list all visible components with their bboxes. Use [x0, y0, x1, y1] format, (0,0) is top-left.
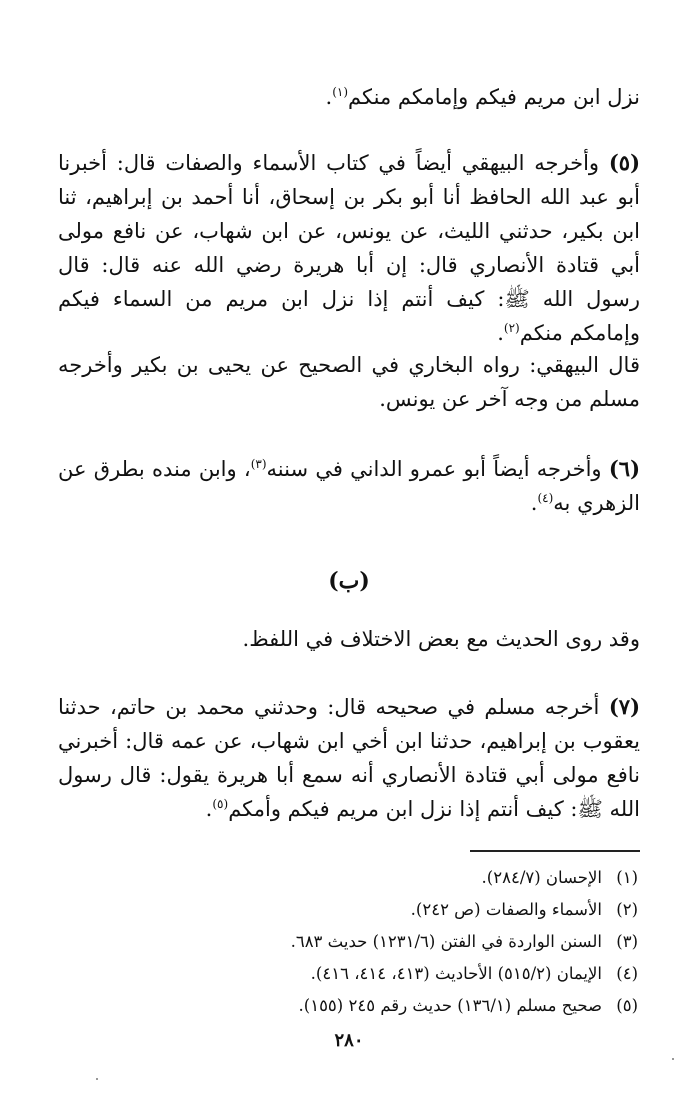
footnote-number: (٣) [616, 932, 638, 951]
paragraph-text: وأخرجه البيهقي أيضاً في كتاب الأسماء والصفات قال: أخبرنا أبو عبد الله الحافظ أنا أبو بكر بن إسحاق، أنا أحمد بن إبراهيم، ثنا ابن بكير، حدثني الليث، عن يونس، عن ابن شهاب، عن نافع مولى أبي قتادة الأنصاري قال: إن أبا هريرة رضي الله عنه قال: قال رسول الله ﷺ: كيف أنتم إذا نزل ابن مريم من السماء فيكم وإمامكم منكم [58, 151, 640, 345]
footnote-ref: (٤) [537, 491, 554, 505]
footnote-number: (٢) [616, 900, 638, 919]
footnote-text: السنن الواردة في الفتن (١٢٣١/٦) حديث ٦٨٣. [290, 932, 602, 951]
paragraph-text: نزل ابن مريم فيكم وإمامكم منكم [348, 85, 640, 109]
paragraph-bayhaqi-comment [58, 348, 640, 416]
sentence-end: . [205, 797, 213, 821]
footnote-text: صحيح مسلم (١٣٦/١) حديث رقم ٢٤٥ (١٥٥). [298, 996, 602, 1015]
paragraph-text: أخرجه مسلم في صحيحه قال: وحدثني محمد بن حاتم، حدثنا يعقوب بن إبراهيم، حدثنا ابن أخي ابن شهاب، عن عمه قال: أخبرني نافع مولى أبي قتادة الأنصاري أنه سمع أبا هريرة يقول: قال رسول الله ﷺ: كيف أنتم إذا نزل ابن مريم فيكم وأمكم [58, 695, 640, 821]
paragraph-text: وأخرجه أيضاً أبو عمرو الداني في سننه [266, 457, 602, 481]
paragraph-continuation [58, 80, 640, 114]
scan-speck [672, 1058, 674, 1060]
paragraph-text: قال البيهقي: رواه البخاري في الصحيح عن يحيى بن بكير وأخرجه مسلم من وجه آخر عن يونس. [58, 353, 640, 411]
footnote-ref: (٢) [503, 321, 520, 335]
footnote-item [78, 894, 638, 926]
footnote-text: الأسماء والصفات (ص ٢٤٢). [410, 900, 602, 919]
paragraph-number: (٦) [608, 456, 640, 481]
footnote-item [78, 958, 638, 990]
footnote-number: (٥) [616, 996, 638, 1015]
footnote-number: (١) [616, 868, 638, 887]
scan-speck [96, 1078, 98, 1080]
paragraph-5 [58, 146, 640, 350]
section-heading: (ب) [328, 568, 370, 594]
paragraph-6 [58, 452, 640, 520]
footnote-item [78, 862, 638, 894]
footnote-ref: (١) [332, 85, 349, 99]
sentence-end: . [325, 85, 333, 109]
paragraph-intro [58, 622, 640, 656]
footnote-ref: (٥) [212, 797, 229, 811]
page-number: ٢٨٠ [334, 1030, 364, 1051]
footnote-ref: (٣) [250, 457, 267, 471]
footnote-number: (٤) [616, 964, 638, 983]
paragraph-text: وقد روى الحديث مع بعض الاختلاف في اللفظ. [242, 627, 640, 651]
footnote-item [78, 990, 638, 1022]
paragraph-7 [58, 690, 640, 826]
paragraph-number: (٥) [608, 150, 640, 175]
footnote-text: الإحسان (٢٨٤/٧). [481, 868, 602, 887]
sentence-end: . [497, 321, 504, 345]
paragraph-number: (٧) [608, 694, 640, 719]
footnote-text: الإيمان (٥١٥/٢) الأحاديث (٤١٣، ٤١٤، ٤١٦). [310, 964, 602, 983]
footnotes [78, 862, 638, 1022]
footnote-separator [470, 850, 640, 852]
sentence-end: . [530, 491, 538, 515]
footnote-item [78, 926, 638, 958]
paragraph-text-continued: ، وابن منده بطرق عن الزهري به [58, 457, 640, 515]
